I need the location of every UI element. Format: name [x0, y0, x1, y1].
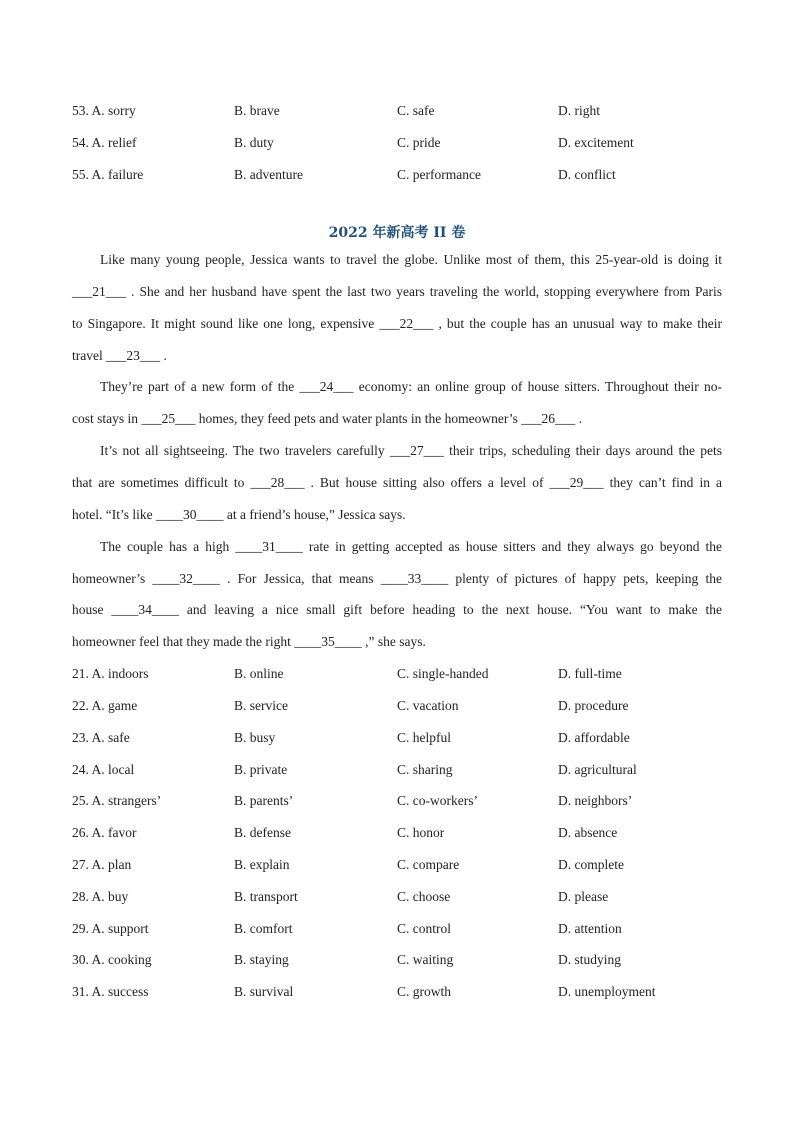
passage-line: Like many young people, Jessica wants to travel the globe. Unlike most of them, this 25-year-old is doing it [100, 252, 722, 267]
option-a: 29. A. support [72, 921, 149, 936]
option-b: B. survival [234, 984, 294, 999]
option-a: 53. A. sorry [72, 103, 136, 118]
option-row-22 [72, 697, 732, 715]
option-b: B. transport [234, 889, 298, 904]
option-a: 24. A. local [72, 762, 135, 777]
option-c: C. control [397, 921, 451, 936]
option-a: 30. A. cooking [72, 952, 152, 967]
passage-line: to Singapore. It might sound like one long, expensive ___22___ , but the couple has an unusual way to make their [72, 316, 722, 331]
option-c: C. waiting [397, 952, 454, 967]
passage-line: homeowner feel that they made the right ____35____ ,” she says. [72, 634, 426, 649]
option-a: 55. A. failure [72, 167, 144, 182]
option-row-54 [72, 134, 732, 152]
option-b: B. comfort [234, 921, 293, 936]
option-row-29 [72, 920, 732, 938]
option-b: B. busy [234, 730, 276, 745]
passage-line: They’re part of a new form of the ___24___ economy: an online group of house sitters. Throughout their no- [100, 379, 722, 394]
option-b: B. service [234, 698, 288, 713]
option-row-53 [72, 102, 732, 120]
option-c: C. safe [397, 103, 435, 118]
option-a: 25. A. strangers’ [72, 793, 162, 808]
passage-line: hotel. “It’s like ____30____ at a friend’s house,” Jessica says. [72, 507, 406, 522]
option-d: D. full-time [558, 666, 622, 681]
passage-line: ___21___ . She and her husband have spent the last two years traveling the world, stopping everywhere from Paris [72, 284, 722, 299]
option-b: B. adventure [234, 167, 303, 182]
option-c: C. honor [397, 825, 445, 840]
option-d: D. complete [558, 857, 624, 872]
option-row-21 [72, 665, 732, 683]
option-c: C. vacation [397, 698, 459, 713]
option-a: 31. A. success [72, 984, 149, 999]
option-b: B. online [234, 666, 284, 681]
option-c: C. single-handed [397, 666, 489, 681]
option-d: D. attention [558, 921, 622, 936]
option-b: B. brave [234, 103, 280, 118]
option-c: C. growth [397, 984, 451, 999]
option-d: D. studying [558, 952, 622, 967]
passage-line: homeowner’s ____32____ . For Jessica, that means ____33____ plenty of pictures of happy pets, keeping the [72, 571, 722, 586]
option-b: B. explain [234, 857, 290, 872]
option-b: B. parents’ [234, 793, 294, 808]
option-a: 21. A. indoors [72, 666, 149, 681]
option-d: D. neighbors’ [558, 793, 633, 808]
option-c: C. helpful [397, 730, 451, 745]
option-d: D. please [558, 889, 609, 904]
option-c: C. sharing [397, 762, 453, 777]
option-row-30 [72, 951, 732, 969]
option-d: D. absence [558, 825, 618, 840]
passage-line: cost stays in ___25___ homes, they feed pets and water plants in the homeowner’s ___26___ . [72, 411, 583, 426]
option-row-31 [72, 983, 732, 1001]
option-c: C. choose [397, 889, 451, 904]
option-c: C. pride [397, 135, 441, 150]
passage-line: travel ___23___ . [72, 348, 167, 363]
option-d: D. conflict [558, 167, 616, 182]
passage-line: It’s not all sightseeing. The two travelers carefully ___27___ their trips, scheduling their days around the pets [100, 443, 722, 458]
option-d: D. affordable [558, 730, 630, 745]
option-b: B. duty [234, 135, 274, 150]
option-row-26 [72, 824, 732, 842]
option-row-27 [72, 856, 732, 874]
option-b: B. private [234, 762, 288, 777]
option-d: D. excitement [558, 135, 634, 150]
option-a: 22. A. game [72, 698, 138, 713]
option-row-23 [72, 729, 732, 747]
option-row-28 [72, 888, 732, 906]
option-c: C. compare [397, 857, 460, 872]
option-a: 27. A. plan [72, 857, 132, 872]
option-a: 26. A. favor [72, 825, 137, 840]
passage-line: that are sometimes difficult to ___28___ . But house sitting also offers a level of ___29___ they can’t find in a [72, 475, 722, 490]
option-a: 28. A. buy [72, 889, 129, 904]
option-row-55 [72, 166, 732, 184]
option-b: B. defense [234, 825, 291, 840]
passage-line: house ____34____ and leaving a nice small gift before heading to the next house. “You want to make the [72, 602, 722, 617]
option-d: D. agricultural [558, 762, 637, 777]
option-c: C. performance [397, 167, 481, 182]
option-row-25 [72, 792, 732, 810]
option-c: C. co-workers’ [397, 793, 478, 808]
option-a: 23. A. safe [72, 730, 130, 745]
option-row-24 [72, 761, 732, 779]
option-d: D. right [558, 103, 600, 118]
option-d: D. unemployment [558, 984, 656, 999]
option-a: 54. A. relief [72, 135, 137, 150]
option-d: D. procedure [558, 698, 629, 713]
section-title: 2022 年新高考 II 卷 [328, 225, 466, 241]
option-b: B. staying [234, 952, 289, 967]
passage-line: The couple has a high ____31____ rate in getting accepted as house sitters and they always go beyond the [100, 539, 722, 554]
